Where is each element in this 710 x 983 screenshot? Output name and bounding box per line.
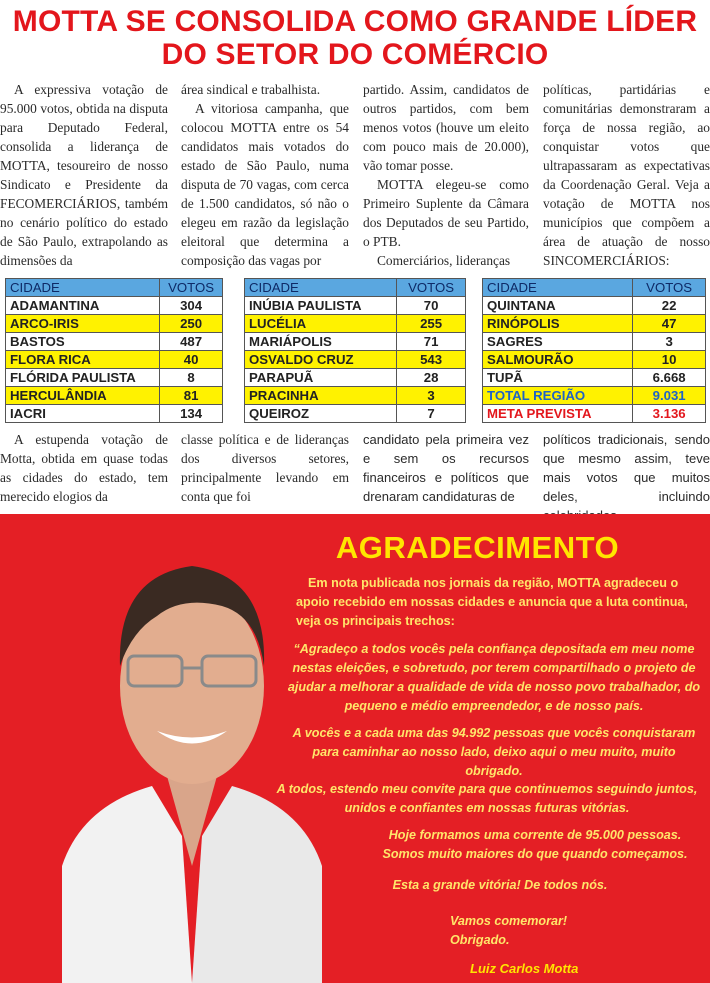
article-col-2-text-a: área sindical e trabalhista.: [181, 82, 321, 97]
table-row: [245, 333, 466, 351]
table-row: [483, 369, 706, 387]
headline-line-2: DO SETOR DO COMÉRCIO: [161, 38, 549, 71]
votes-cell: 71: [397, 333, 466, 351]
article-bottom-col-1: [0, 430, 168, 506]
votes-cell: 3: [633, 333, 706, 351]
votes-table-2: [244, 278, 466, 423]
city-cell: INÚBIA PAULISTA: [245, 297, 397, 315]
article-bottom: [0, 430, 710, 506]
signature: Luiz Carlos Motta: [470, 961, 579, 976]
votes-cell: 22: [633, 297, 706, 315]
table-header-row: [245, 279, 466, 297]
city-cell: QUINTANA: [483, 297, 633, 315]
votes-cell: VOTOS: [160, 279, 223, 297]
city-cell: CIDADE: [245, 279, 397, 297]
table-row: [245, 351, 466, 369]
votes-cell: 8: [160, 369, 223, 387]
total-region-row: [483, 387, 706, 405]
article-col-4-text: políticas, partidárias e comunitárias demonstraram a força de nossa região, ao conquistar votos que ultrapassaram as expectativas da Coordenação Geral. Veja a votação de MOTTA nos municípios que compõem a área de atuação de nosso SINCOMERCIÁRIOS:: [543, 82, 710, 268]
table-row: [245, 369, 466, 387]
votes-cell: 47: [633, 315, 706, 333]
table-row: [6, 315, 223, 333]
city-cell: CIDADE: [483, 279, 633, 297]
city-cell: ADAMANTINA: [6, 297, 160, 315]
article-col-3-text-c: Comerciários, lideranças: [377, 253, 511, 268]
votes-table-2-body: [245, 279, 466, 423]
city-cell: SALMOURÃO: [483, 351, 633, 369]
city-cell: FLÓRIDA PAULISTA: [6, 369, 160, 387]
city-cell: FLORA RICA: [6, 351, 160, 369]
city-cell: CIDADE: [6, 279, 160, 297]
votes-cell: 40: [160, 351, 223, 369]
votes-cell: 28: [397, 369, 466, 387]
city-cell: MARIÁPOLIS: [245, 333, 397, 351]
votes-cell: 3: [397, 387, 466, 405]
table-row: [245, 405, 466, 423]
article-bottom-col-4: [543, 430, 710, 525]
article-col-4: [543, 80, 710, 270]
votes-cell: 7: [397, 405, 466, 423]
article-bottom-col-3: [363, 430, 529, 506]
article-col-2: [181, 80, 349, 270]
agradecimento-panel: [0, 514, 710, 983]
votes-cell: 10: [633, 351, 706, 369]
agradecimento-intro: Em nota publicada nos jornais da região, MOTTA agradeceu o apoio recebido em nossas cidades e anuncia que a luta continua, veja os principais trechos:: [296, 576, 688, 628]
votes-table-1-body: [6, 279, 223, 423]
article-col-1-text: A expressiva votação de 95.000 votos, obtida na disputa para Deputado Federal, consolida a liderança de MOTTA, tesoureiro de nosso Sindicato e Presidente da FECOMERCIÁRIOS, também no cenário político do estado de São Paulo, extrapolando as dimensões da: [0, 82, 168, 268]
votes-table-3-body: [483, 279, 706, 423]
votes-table-1: [5, 278, 223, 423]
votes-cell: 250: [160, 315, 223, 333]
city-cell: ARCO-IRIS: [6, 315, 160, 333]
table-row: [245, 297, 466, 315]
article-bottom-col-3-text: candidato pela primeira vez e sem os recursos financeiros e políticos que drenaram candidaturas de: [363, 432, 529, 504]
city-cell: BASTOS: [6, 333, 160, 351]
city-cell: TOTAL REGIÃO: [483, 387, 633, 405]
city-cell: LUCÉLIA: [245, 315, 397, 333]
article-top: [0, 80, 710, 272]
article-bottom-col-4-text: políticos tradicionais, sendo que mesmo assim, teve mais votos que muitos deles, incluindo: [543, 432, 710, 504]
city-cell: META PREVISTA: [483, 405, 633, 423]
votes-cell: 487: [160, 333, 223, 351]
table-row: [245, 387, 466, 405]
table-row: [6, 333, 223, 351]
quote-paragraph-2: A vocês e a cada uma das 94.992 pessoas que vocês conquistaram para caminhar ao nosso lado, deixo aqui o meu muito, muito obrigado.: [292, 726, 696, 778]
headline: [0, 0, 710, 74]
votes-cell: 81: [160, 387, 223, 405]
votes-cell: VOTOS: [397, 279, 466, 297]
votes-cell: 543: [397, 351, 466, 369]
headline-line-1: MOTTA SE CONSOLIDA COMO GRANDE LÍDER: [12, 5, 698, 38]
table-header-row: [483, 279, 706, 297]
city-cell: SAGRES: [483, 333, 633, 351]
goal-row: [483, 405, 706, 423]
quote-paragraph-1: “Agradeço a todos vocês pela confiança depositada em meu nome nestas eleições, e sobretudo, por terem compartilhado o projeto de ajudar a melhorar a qualidade de vida de nosso povo trabalhador, do pequeno e médio empreendedor, e de nosso país.: [287, 642, 701, 713]
article-bottom-col-1-text: A estupenda votação de Motta, obtida em quase todas as cidades do estado, tem merecido elogios da: [0, 432, 168, 504]
quote-paragraph-6: Vamos comemorar! Obrigado.: [450, 914, 568, 947]
table-row: [6, 297, 223, 315]
votes-cell: VOTOS: [633, 279, 706, 297]
city-cell: RINÓPOLIS: [483, 315, 633, 333]
votes-table-3: [482, 278, 706, 423]
city-cell: TUPÃ: [483, 369, 633, 387]
table-row: [483, 333, 706, 351]
table-row: [6, 387, 223, 405]
quote-paragraph-5: Esta a grande vitória! De todos nós.: [392, 878, 608, 892]
article-bottom-col-2-text: classe política e de lideranças dos diversos setores, principalmente levando em conta que foi: [181, 432, 349, 504]
agradecimento-title: AGRADECIMENTO: [335, 530, 620, 565]
votes-cell: 255: [397, 315, 466, 333]
article-col-3-text-b: MOTTA elegeu-se como Primeiro Suplente da Câmara dos Deputados de seu Partido, o PTB.: [363, 177, 529, 249]
table-row: [6, 405, 223, 423]
article-col-1: [0, 80, 168, 270]
city-cell: PARAPUÃ: [245, 369, 397, 387]
article-col-3-text-a: partido. Assim, candidatos de outros partidos, com bem menos votos (houve um eleito com pouco mais de 20.000), vão tomar posse.: [363, 82, 529, 173]
votes-cell: 3.136: [633, 405, 706, 423]
table-row: [6, 369, 223, 387]
city-cell: PRACINHA: [245, 387, 397, 405]
table-row: [483, 351, 706, 369]
votes-cell: 304: [160, 297, 223, 315]
votes-cell: 9.031: [633, 387, 706, 405]
city-cell: OSVALDO CRUZ: [245, 351, 397, 369]
votes-cell: 134: [160, 405, 223, 423]
table-row: [483, 297, 706, 315]
votes-cell: 6.668: [633, 369, 706, 387]
table-row: [245, 315, 466, 333]
city-cell: IACRI: [6, 405, 160, 423]
quote-paragraph-4: Hoje formamos uma corrente de 95.000 pessoas. Somos muito maiores do que quando começamos.: [382, 828, 688, 861]
article-col-3: [363, 80, 529, 270]
city-cell: QUEIROZ: [245, 405, 397, 423]
table-row: [483, 315, 706, 333]
votes-cell: 70: [397, 297, 466, 315]
table-header-row: [6, 279, 223, 297]
quote-paragraph-3: A todos, estendo meu convite para que continuemos seguindo juntos, unidos e confiantes em nossas futuras vitórias.: [276, 782, 698, 815]
article-bottom-col-2: [181, 430, 349, 506]
city-cell: HERCULÂNDIA: [6, 387, 160, 405]
article-col-2-text-b: A vitoriosa campanha, que colocou MOTTA entre os 54 candidatos mais votados do estado de São Paulo, numa disputa de 70 vagas, com cerca de 1.500 candidatos, só não o elegeu em razão da legislação eleitoral que determina a composição das vagas por: [181, 101, 349, 268]
table-row: [6, 351, 223, 369]
